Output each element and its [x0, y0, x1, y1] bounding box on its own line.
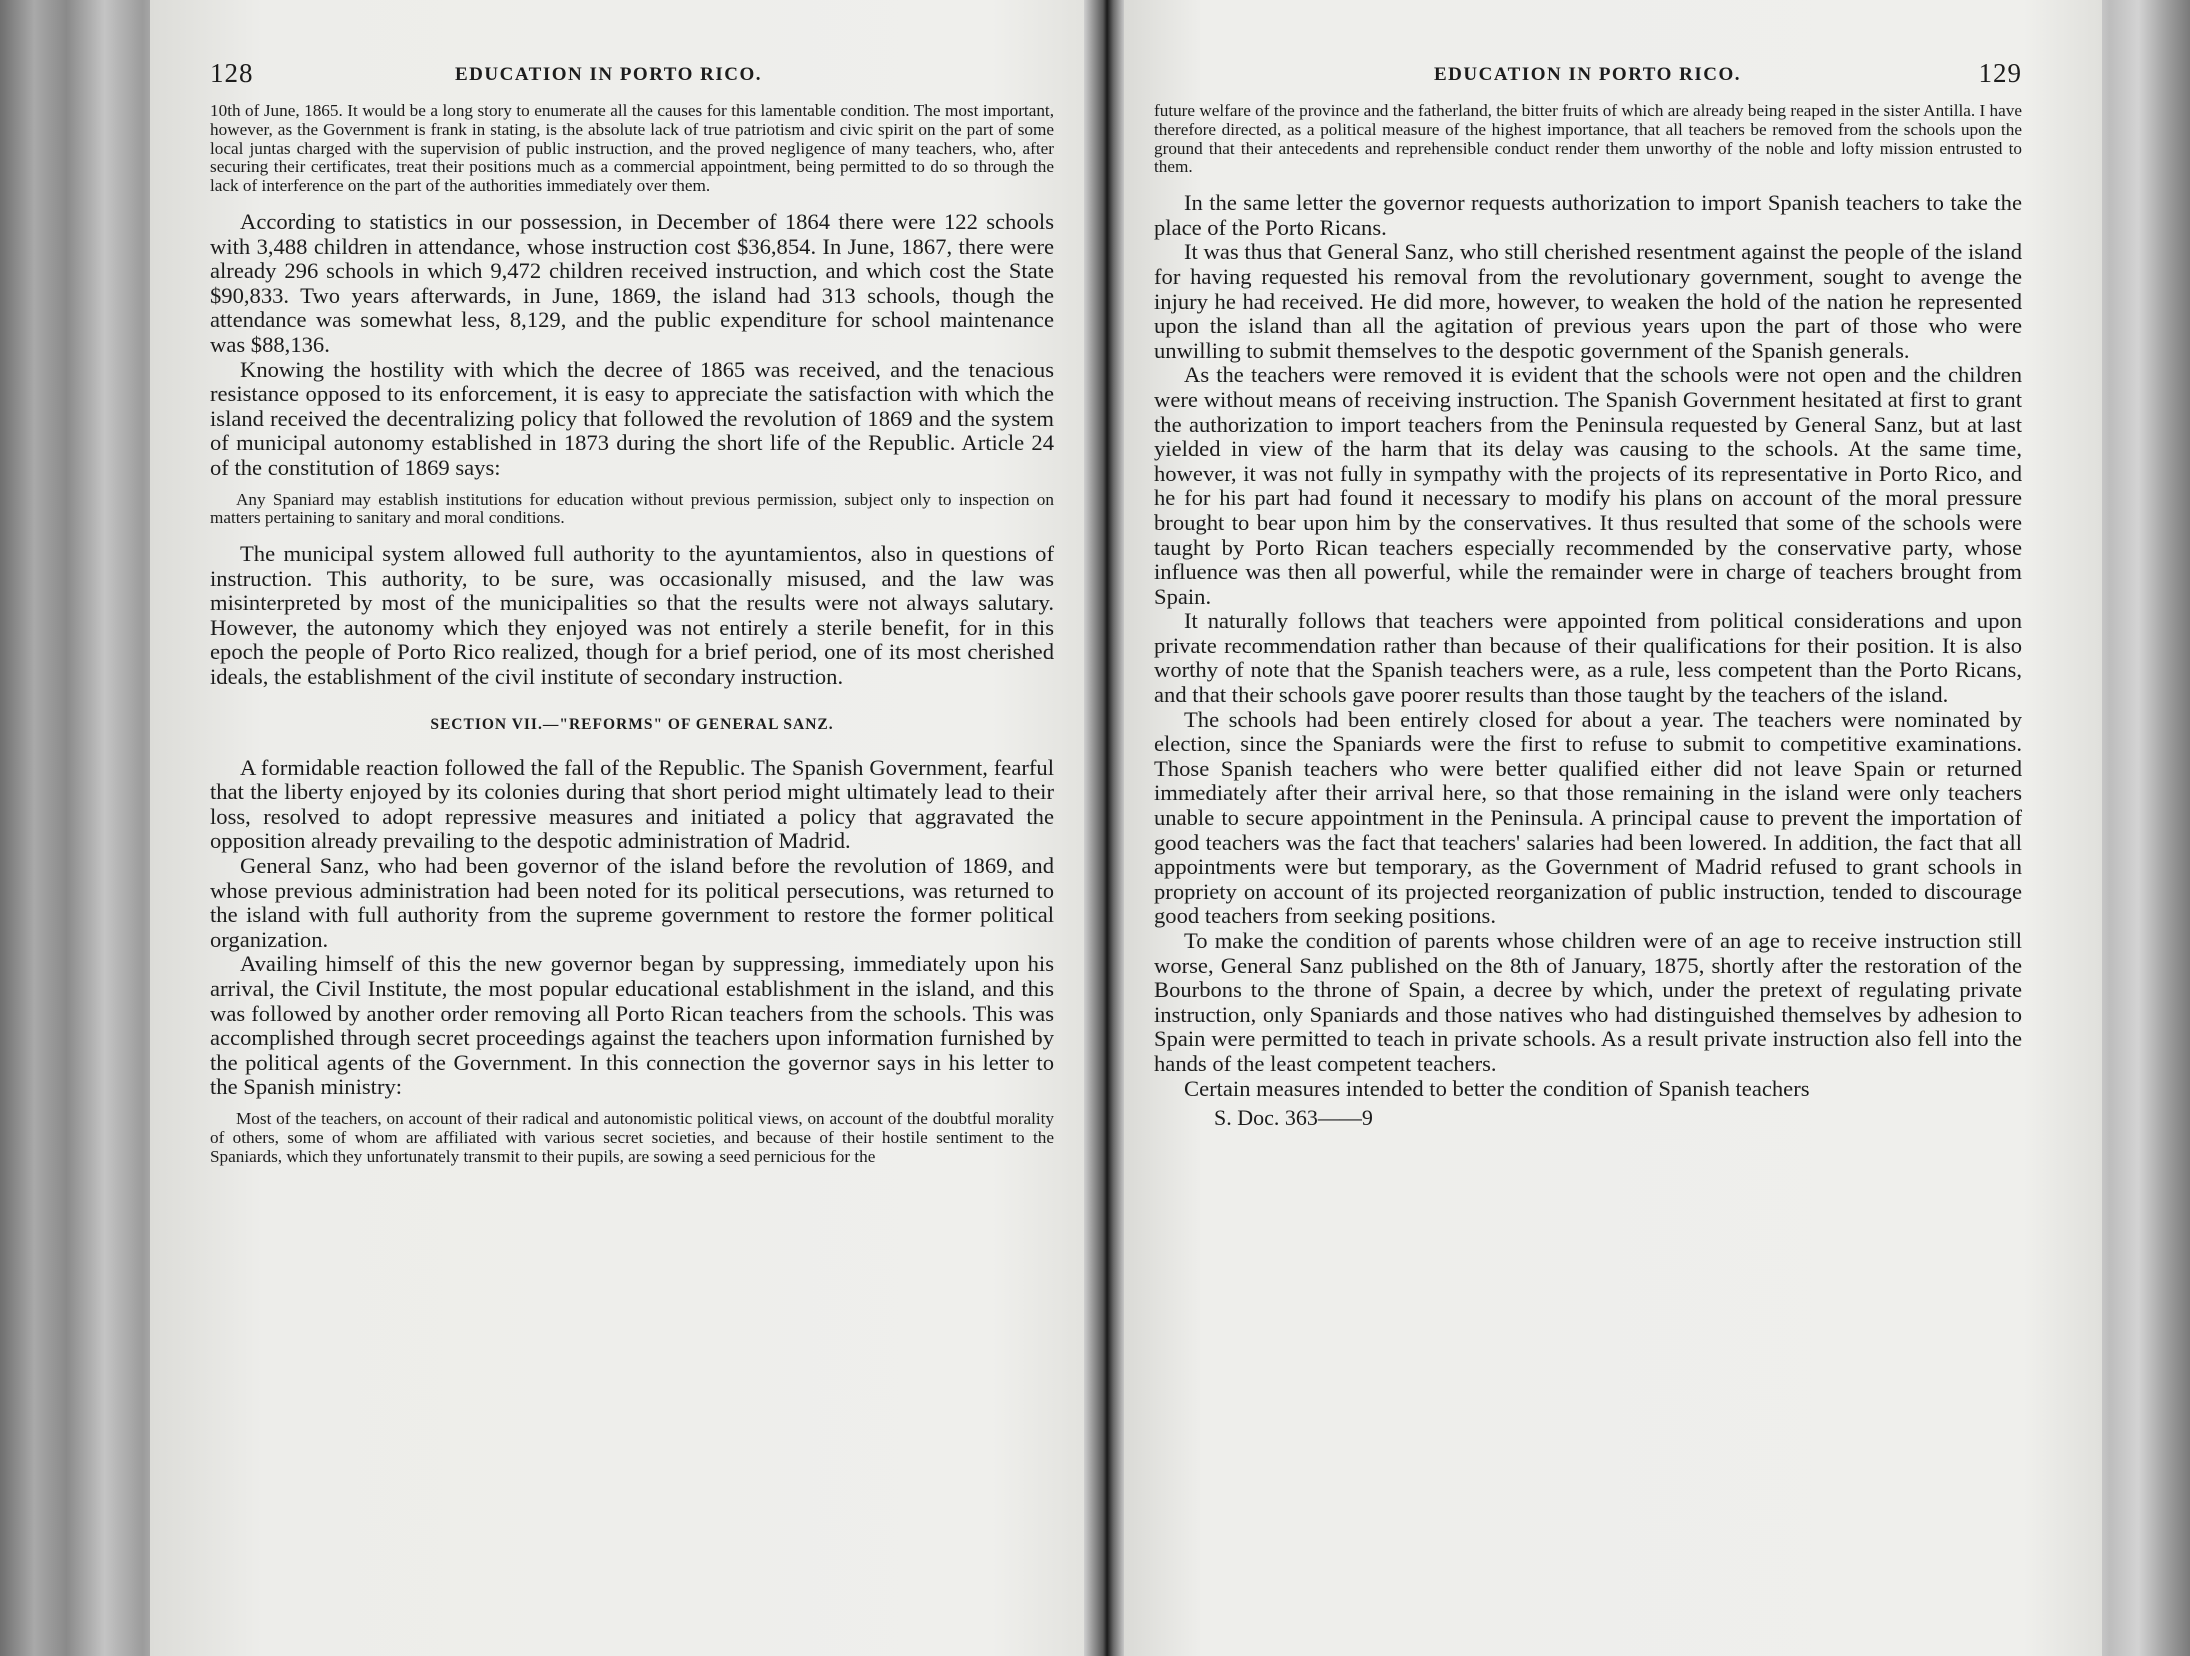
section-heading: SECTION VII.—"REFORMS" OF GENERAL SANZ.: [430, 715, 834, 733]
left-running-title: EDUCATION IN PORTO RICO.: [455, 64, 762, 85]
paragraph-reaction: A formidable reaction followed the fall of the Republic. The Spanish Government, fearful that the liberty enjoyed by its colonies during that short period might ultimately lead to their loss, resolved to adopt repressive measures and initiated a policy that aggravated the opposition already prevailing to the despotic administration of Madrid.: [210, 754, 1054, 854]
paragraph-teachers-removed: As the teachers were removed it is evident that the schools were not open and the children were without means of receiving instruction. The Spanish Government hesitated at first to grant the authorization to import teachers from the Peninsula requested by General Sanz, but at last yielded in view of the harm that its delay was causing to the schools. At the same time, however, it was not fully in sympathy with the projects of its representative in Porto Rico, and he for his part had found it necessary to modify his plans on account of the moral pressure brought to bear upon him by the conservatives. It thus resulted that some of the schools were taught by Porto Rican teachers especially recommended by the conservative party, whose influence was then all powerful, while the remainder were in charge of teachers brought from Spain.: [1154, 362, 2022, 609]
book-gutter: [1084, 0, 1126, 1656]
left-page: [150, 0, 1086, 1656]
paragraph-availing: Availing himself of this the new governor began by suppressing, immediately upon his arrival, the Civil Institute, the most popular educational establishment in the island, and this was followed by another order removing all Porto Rican teachers from the schools. This was accomplished through secret proceedings against the teachers upon information furnished by the political agents of the Government. In this connection the governor says in his letter to the Spanish ministry:: [210, 951, 1054, 1100]
paragraph-general-sanz: General Sanz, who had been governor of the island before the revolution of 1869, and whose previous administration had been noted for its political persecutions, was returned to the island with full authority from the supreme government to restore the former political organization.: [210, 853, 1054, 952]
left-continued-quote: 10th of June, 1865. It would be a long story to enumerate all the causes for this lamentable condition. The most important, however, as the Government is frank in stating, is the absolute lack of true patriotism and civic spirit on the part of some local juntas charged with the supervision of public instruction, and the proved negligence of many teachers, who, after securing their certificates, treat their positions much as a commercial appointment, being permitted to do so through the lack of interference on the part of the authorities immediately over them.: [210, 101, 1054, 196]
paragraph-certain-measures: Certain measures intended to better the condition of Spanish teachers: [1184, 1075, 1810, 1101]
paragraph-municipal: The municipal system allowed full authority to the ayuntamientos, also in questions of instruction. This authority, to be sure, was occasionally misused, and the law was misinterpreted by most of the municipalities so that the results were not always salutary. However, the autonomy which they enjoyed was not entirely a sterile benefit, for in this epoch the people of Porto Rico realized, though for a brief period, one of its most cherished ideals, the establishment of the civil institute of secondary instruction.: [210, 541, 1054, 690]
paragraph-condition: To make the condition of parents whose children were of an age to receive instruction still worse, General Sanz published on the 8th of January, 1875, shortly after the restoration of the Bourbons to the throne of Spain, a decree by which, under the pretext of regulating private instruction, only Spaniards and those natives who had distinguished themselves by adhesion to Spain were permitted to teach in private schools. As a result private instruction also fell into the hands of the least competent teachers.: [1154, 928, 2022, 1076]
document-signature: S. Doc. 363——9: [1214, 1105, 1373, 1131]
paragraph-statistics: According to statistics in our possession, in December of 1864 there were 122 schools with 3,488 children in attendance, whose instruction cost $36,854. In June, 1867, there were already 296 schools in which 9,472 children received instruction, and which cost the State $90,833. Two years afterwards, in June, 1869, the island had 313 schools, though the attendance was somewhat less, 8,129, and the public expenditure for school maintenance was $88,136.: [210, 208, 1054, 357]
right-running-head: [1154, 58, 2022, 102]
paragraph-resentment: It was thus that General Sanz, who still cherished resentment against the people of the island for having requested his removal from the revolutionary government, sought to avenge the injury he had received. He did more, however, to weaken the hold of the nation he represented upon the island than all the agitation of previous years upon the part of those who were unwilling to submit themselves to the despotic government of the Spanish generals.: [1154, 239, 2022, 363]
left-page-number: 128: [210, 58, 254, 88]
left-running-head: [210, 58, 1054, 102]
paragraph-naturally-follows: It naturally follows that teachers were appointed from political considerations and upon private recommendation rather than because of their qualifications for their position. It is also worthy of note that the Spanish teachers were, as a rule, less competent than the Porto Ricans, and that their schools gave poorer results than those taught by the teachers of the island.: [1154, 608, 2022, 708]
quote-article-24: Any Spaniard may establish institutions for education without previous permission, subject only to inspection on matters pertaining to sanitary and moral conditions.: [210, 489, 1054, 528]
paragraph-schools-closed: The schools had been entirely closed for about a year. The teachers were nominated by election, since the Spaniards were the first to refuse to submit to competitive examinations. Those Spanish teachers who were better qualified either did not leave Spain or returned immediately after their arrival here, so that those remaining in the island were only teachers unable to secure appointment in the Peninsula. A principal cause to prevent the importation of good teachers was the fact that teachers' salaries had been lowered. In addition, the fact that all appointments were but temporary, as the Government of Madrid refused to grant schools in propriety on account of its projected reorganization of public instruction, tended to discourage good teachers from seeking positions.: [1154, 706, 2022, 929]
right-page-number: 129: [1978, 58, 2022, 88]
paragraph-hostility: Knowing the hostility with which the decree of 1865 was received, and the tenacious resistance opposed to its enforcement, it is easy to appreciate the satisfaction with which the island received the decentralizing policy that followed the revolution of 1869 and the system of municipal autonomy established in 1873 during the short life of the Republic. Article 24 of the constitution of 1869 says:: [210, 356, 1054, 480]
right-continued-quote: future welfare of the province and the fatherland, the bitter fruits of which are already being reaped in the sister Antilla. I have therefore directed, as a political measure of the highest importance, that all teachers be removed from the schools upon the ground that their antecedents and reprehensible conduct render them unworthy of the noble and lofty mission entrusted to them.: [1154, 101, 2022, 177]
right-page: [1124, 0, 2102, 1656]
right-running-title: EDUCATION IN PORTO RICO.: [1434, 64, 1741, 85]
quote-governor-letter: Most of the teachers, on account of their radical and autonomistic political views, on account of the doubtful morality of others, some of whom are affiliated with various secret societies, and because of their hostile sentiment to the Spaniards, which they unfortunately transmit to their pupils, are sowing a seed pernicious for the: [210, 1108, 1054, 1166]
paragraph-same-letter: In the same letter the governor requests authorization to import Spanish teachers to take the place of the Porto Ricans.: [1154, 190, 2022, 240]
